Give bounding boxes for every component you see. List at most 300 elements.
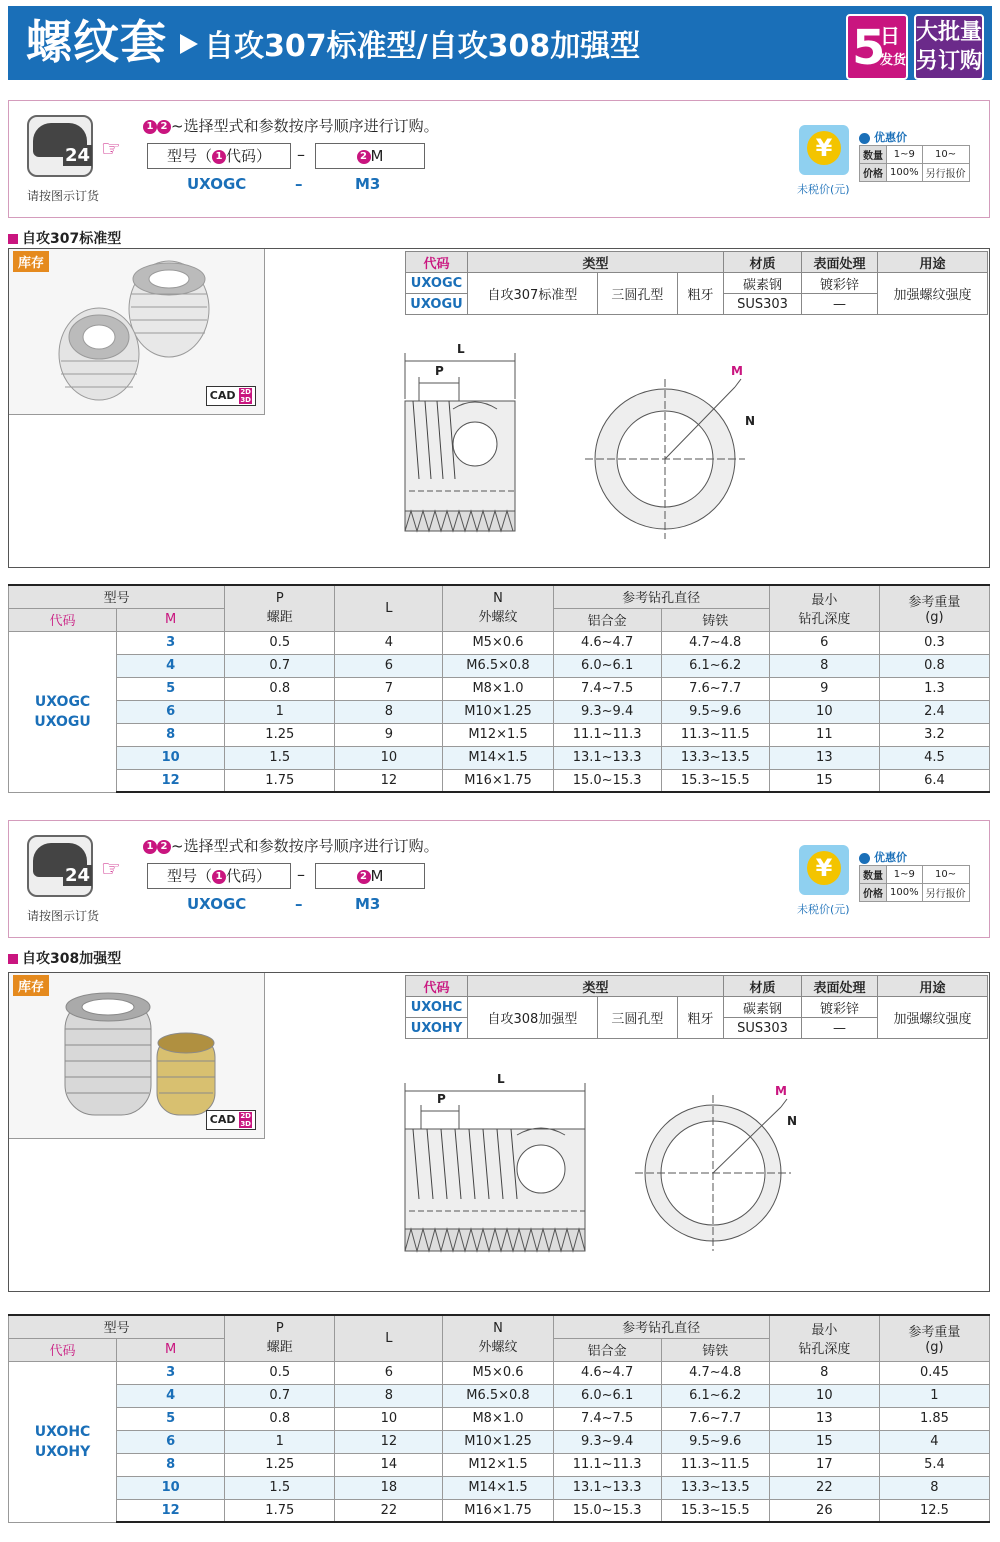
spec-header: 代码 xyxy=(406,976,468,997)
table-cell: 3 xyxy=(117,631,225,654)
table-row xyxy=(9,1499,990,1522)
spec-material: SUS303 xyxy=(724,294,802,315)
order-dash: – xyxy=(297,145,305,164)
table-cell: M12×1.5 xyxy=(443,1453,553,1476)
price-title xyxy=(859,849,907,865)
col-header-n xyxy=(443,585,553,631)
table-cell: 12 xyxy=(117,1499,225,1522)
price-title-text: 优惠价 xyxy=(874,131,907,144)
instruction-text: ~选择型式和参数按序号顺序进行订购。 xyxy=(171,117,439,135)
col-header-depth xyxy=(769,585,879,631)
table-cell: M6.5×0.8 xyxy=(443,1384,553,1407)
cad-2d: 2D xyxy=(240,1112,251,1120)
table-cell: M5×0.6 xyxy=(443,1361,553,1384)
table-cell: 4.5 xyxy=(879,746,989,769)
table-cell: 9.3~9.4 xyxy=(553,700,661,723)
table-cell: M16×1.75 xyxy=(443,1499,553,1522)
order-instruction xyxy=(143,835,439,857)
table-cell: 7.4~7.5 xyxy=(553,677,661,700)
col-header-p2: 螺距 xyxy=(266,1340,293,1356)
step-dot-2: 2 xyxy=(157,120,171,134)
phone-24-icon: 24 xyxy=(27,115,93,177)
table-row xyxy=(9,723,990,746)
table-cell: 8 xyxy=(335,700,443,723)
stock-badge: 库存 xyxy=(13,251,49,272)
col-header-n1: N xyxy=(493,1321,503,1337)
table-cell: M16×1.75 xyxy=(443,769,553,792)
spec-finish: 镀彩锌 xyxy=(802,997,878,1018)
example-dash: – xyxy=(295,175,303,193)
table-row xyxy=(9,1430,990,1453)
col-header-depth1: 最小 xyxy=(811,1323,838,1339)
phone-label: 请按图示订货 xyxy=(27,909,100,923)
spec-header: 类型 xyxy=(468,976,724,997)
table-cell: 6.1~6.2 xyxy=(661,1384,769,1407)
box2-dot: 2 xyxy=(357,870,371,884)
dim-label-N: N xyxy=(745,414,756,428)
phone-24-icon: 24 xyxy=(27,835,93,897)
table-cell: 12 xyxy=(335,1430,443,1453)
box1-dot: 1 xyxy=(212,870,226,884)
page-subtitle: 自攻307标准型/自攻308加强型 xyxy=(204,29,641,64)
cad-download-button[interactable] xyxy=(206,1110,256,1130)
price-title xyxy=(859,129,907,145)
table-cell: 3 xyxy=(117,1361,225,1384)
table-cell: 7.4~7.5 xyxy=(553,1407,661,1430)
table-cell: 10 xyxy=(117,1476,225,1499)
spec-code: UXOGC xyxy=(406,273,468,294)
step-dot-1: 1 xyxy=(143,840,157,854)
box1-pre: 型号（ xyxy=(166,147,212,165)
table-cell: M8×1.0 xyxy=(443,677,553,700)
table-cell: M6.5×0.8 xyxy=(443,654,553,677)
pointing-hand-icon: ☞ xyxy=(101,137,121,162)
table-cell: 1 xyxy=(879,1384,989,1407)
col-header-depth xyxy=(769,1315,879,1361)
col-header-al: 铝合金 xyxy=(553,608,661,631)
table-cell: 6.0~6.1 xyxy=(553,1384,661,1407)
size-table-308 xyxy=(8,1314,990,1523)
five-day-shipping-badge xyxy=(846,14,908,80)
table-cell: 18 xyxy=(335,1476,443,1499)
table-cell: 1 xyxy=(225,1430,335,1453)
table-cell: 6.4 xyxy=(879,769,989,792)
price-cell: 1~9 xyxy=(887,146,923,164)
spec-finish: 镀彩锌 xyxy=(802,273,878,294)
table-cell: 0.5 xyxy=(225,631,335,654)
spec-header: 材质 xyxy=(724,252,802,273)
col-header-depth2: 钻孔深度 xyxy=(798,612,851,628)
table-cell: 11.3~11.5 xyxy=(661,1453,769,1476)
price-cell: 价格 xyxy=(860,164,887,182)
order-instruction xyxy=(143,115,439,137)
table-row xyxy=(9,1361,990,1384)
table-row xyxy=(9,677,990,700)
yen-label: 未税价(元) xyxy=(797,903,850,916)
col-header-l: L xyxy=(335,1315,443,1361)
table-cell: 9.5~9.6 xyxy=(661,700,769,723)
table-cell: 4 xyxy=(117,654,225,677)
pointing-hand-icon: ☞ xyxy=(101,857,121,882)
spec-header: 代码 xyxy=(406,252,468,273)
yen-label: 未税价(元) xyxy=(797,183,850,196)
table-cell: 5 xyxy=(117,677,225,700)
dim-label-P: P xyxy=(437,1092,446,1106)
table-cell: 4.6~4.7 xyxy=(553,1361,661,1384)
cad-label: CAD xyxy=(209,1113,236,1126)
yen-price-icon xyxy=(799,845,849,895)
table-cell: 10 xyxy=(769,1384,879,1407)
dim-label-P: P xyxy=(435,364,444,378)
spec-header: 材质 xyxy=(724,976,802,997)
cad-3d: 3D xyxy=(240,1120,251,1128)
cad-2d: 2D xyxy=(240,388,251,396)
section-label-307 xyxy=(8,228,121,248)
table-cell: 1.3 xyxy=(879,677,989,700)
table-cell: 6 xyxy=(769,631,879,654)
table-cell: 1.25 xyxy=(225,1453,335,1476)
price-table xyxy=(859,865,970,902)
table-cell: 0.8 xyxy=(225,677,335,700)
size-table-307-body xyxy=(9,631,990,792)
table-cell: 0.45 xyxy=(879,1361,989,1384)
spec-usage: 加强螺纹强度 xyxy=(878,273,988,315)
table-cell: 7.6~7.7 xyxy=(661,1407,769,1430)
col-header-code: 代码 xyxy=(9,1338,117,1361)
table-row xyxy=(9,700,990,723)
col-header-model: 型号 xyxy=(9,585,225,608)
technical-drawing-307 xyxy=(389,339,789,559)
table-cell: 26 xyxy=(769,1499,879,1522)
col-header-p xyxy=(225,1315,335,1361)
table-cell: M12×1.5 xyxy=(443,723,553,746)
box1-dot: 1 xyxy=(212,150,226,164)
example-code: UXOGC xyxy=(187,175,247,193)
price-cell: 100% xyxy=(887,884,923,902)
table-cell: 10 xyxy=(335,1407,443,1430)
col-header-n2: 外螺纹 xyxy=(478,610,518,626)
table-cell: 12 xyxy=(117,769,225,792)
table-cell: 17 xyxy=(769,1453,879,1476)
price-cell: 10~ xyxy=(922,866,969,884)
table-cell: 15 xyxy=(769,769,879,792)
table-cell: 9 xyxy=(335,723,443,746)
table-cell: M14×1.5 xyxy=(443,1476,553,1499)
table-row xyxy=(9,1407,990,1430)
spec-code: UXOGU xyxy=(406,294,468,315)
table-cell: 12 xyxy=(335,769,443,792)
table-row xyxy=(9,1476,990,1499)
table-cell: 13.3~13.5 xyxy=(661,1476,769,1499)
spec-type: 自攻307标准型 xyxy=(468,273,598,315)
section-label-text: 自攻307标准型 xyxy=(22,231,122,247)
badge-days-char: 日 xyxy=(880,24,900,48)
table-cell: 4 xyxy=(117,1384,225,1407)
badge-bulk-line2: 另订购 xyxy=(916,49,983,74)
badge-days-sub: 发货 xyxy=(880,53,907,68)
box1-post: 代码） xyxy=(226,867,272,885)
product-photo xyxy=(9,249,265,415)
table-cell: M10×1.25 xyxy=(443,1430,553,1453)
table-cell: 13.3~13.5 xyxy=(661,746,769,769)
col-header-p xyxy=(225,585,335,631)
spec-header: 表面处理 xyxy=(802,252,878,273)
box2-dot: 2 xyxy=(357,150,371,164)
table-row xyxy=(9,631,990,654)
spec-type: 三圆孔型 xyxy=(597,273,677,315)
table-cell: 4.7~4.8 xyxy=(661,1361,769,1384)
product-photo xyxy=(9,973,265,1139)
table-cell: 0.8 xyxy=(225,1407,335,1430)
price-cell: 1~9 xyxy=(887,866,923,884)
table-cell: 0.5 xyxy=(225,1361,335,1384)
col-header-weight1: 参考重量 xyxy=(908,595,961,611)
box1-post: 代码） xyxy=(226,147,272,165)
table-cell: 10 xyxy=(335,746,443,769)
spec-type: 粗牙 xyxy=(677,997,723,1039)
spec-finish: — xyxy=(802,1018,878,1039)
spec-type: 三圆孔型 xyxy=(597,997,677,1039)
table-cell: 6 xyxy=(335,1361,443,1384)
cad-3d: 3D xyxy=(240,396,251,404)
table-row xyxy=(9,1453,990,1476)
table-cell: 1.75 xyxy=(225,1499,335,1522)
table-cell: 15.3~15.5 xyxy=(661,1499,769,1522)
size-table-308-body xyxy=(9,1361,990,1522)
table-cell: 14 xyxy=(335,1453,443,1476)
table-cell: 9.3~9.4 xyxy=(553,1430,661,1453)
box2-post: M xyxy=(370,867,384,885)
table-cell: 0.8 xyxy=(879,654,989,677)
table-cell: 3.2 xyxy=(879,723,989,746)
table-cell: M14×1.5 xyxy=(443,746,553,769)
example-dash: – xyxy=(295,895,303,913)
table-cell: 8 xyxy=(335,1384,443,1407)
col-header-depth2: 钻孔深度 xyxy=(798,1342,851,1358)
table-cell: 8 xyxy=(879,1476,989,1499)
table-cell: 15.0~15.3 xyxy=(553,769,661,792)
col-header-n2: 外螺纹 xyxy=(478,1340,518,1356)
table-cell: 0.7 xyxy=(225,654,335,677)
phone-label: 请按图示订货 xyxy=(27,189,100,203)
table-cell: 6 xyxy=(117,700,225,723)
table-cell: 8 xyxy=(117,723,225,746)
table-cell: 9 xyxy=(769,677,879,700)
product-frame-308 xyxy=(8,972,990,1292)
table-cell: 15.3~15.5 xyxy=(661,769,769,792)
spec-header: 表面处理 xyxy=(802,976,878,997)
table-row xyxy=(9,1384,990,1407)
table-cell: 1.5 xyxy=(225,1476,335,1499)
page-header xyxy=(8,6,992,80)
table-cell: 6 xyxy=(335,654,443,677)
table-row xyxy=(9,654,990,677)
row-code: UXOHY xyxy=(34,1443,91,1460)
table-cell: 0.3 xyxy=(879,631,989,654)
col-header-p1: P xyxy=(275,591,284,607)
table-cell: 8 xyxy=(117,1453,225,1476)
table-cell: 1.75 xyxy=(225,769,335,792)
col-header-model: 型号 xyxy=(9,1315,225,1338)
section-label-308 xyxy=(8,948,121,968)
step-dot-1: 1 xyxy=(143,120,157,134)
step-dot-2: 2 xyxy=(157,840,171,854)
col-header-weight2: (g) xyxy=(925,1340,944,1356)
row-code: UXOGU xyxy=(34,713,91,730)
spec-type: 自攻308加强型 xyxy=(468,997,598,1039)
section-label-text: 自攻308加强型 xyxy=(22,951,122,967)
page-title: 螺纹套 xyxy=(26,15,167,69)
table-cell: 1.25 xyxy=(225,723,335,746)
table-cell: 1.5 xyxy=(225,746,335,769)
table-cell: 22 xyxy=(769,1476,879,1499)
table-cell: 6.0~6.1 xyxy=(553,654,661,677)
col-header-weight2: (g) xyxy=(925,610,944,626)
col-header-code: 代码 xyxy=(9,608,117,631)
cad-download-button[interactable] xyxy=(206,386,256,406)
size-table-307 xyxy=(8,584,990,793)
spec-header: 类型 xyxy=(468,252,724,273)
cad-label: CAD xyxy=(209,389,236,402)
col-header-weight1: 参考重量 xyxy=(908,1325,961,1341)
price-cell: 10~ xyxy=(922,146,969,164)
row-code-cell xyxy=(9,1361,117,1522)
spec-header: 用途 xyxy=(878,252,988,273)
col-header-cast: 铸铁 xyxy=(661,1338,769,1361)
table-cell: 10 xyxy=(769,700,879,723)
triangle-arrow-icon xyxy=(180,34,198,54)
dim-label-M: M xyxy=(731,364,743,378)
spec-material: 碳素钢 xyxy=(724,997,802,1018)
table-cell: M8×1.0 xyxy=(443,1407,553,1430)
table-row xyxy=(9,769,990,792)
table-cell: 10 xyxy=(117,746,225,769)
spec-finish: — xyxy=(802,294,878,315)
price-table xyxy=(859,145,970,182)
instruction-text: ~选择型式和参数按序号顺序进行订购。 xyxy=(171,837,439,855)
table-cell: 8 xyxy=(769,654,879,677)
spec-type: 粗牙 xyxy=(677,273,723,315)
table-row xyxy=(9,746,990,769)
table-cell: 11.1~11.3 xyxy=(553,1453,661,1476)
spec-usage: 加强螺纹强度 xyxy=(878,997,988,1039)
table-cell: 15.0~15.3 xyxy=(553,1499,661,1522)
table-cell: 12.5 xyxy=(879,1499,989,1522)
spec-material: 碳素钢 xyxy=(724,273,802,294)
table-cell: 7.6~7.7 xyxy=(661,677,769,700)
table-cell: 11.1~11.3 xyxy=(553,723,661,746)
table-cell: 22 xyxy=(335,1499,443,1522)
price-cell: 价格 xyxy=(860,884,887,902)
m-size-box xyxy=(315,863,425,889)
table-cell: 11.3~11.5 xyxy=(661,723,769,746)
table-cell: 11 xyxy=(769,723,879,746)
col-header-p2: 螺距 xyxy=(266,610,293,626)
table-cell: 6.1~6.2 xyxy=(661,654,769,677)
yen-price-icon xyxy=(799,125,849,175)
row-code: UXOHC xyxy=(34,1423,91,1440)
col-header-m: M xyxy=(117,1338,225,1361)
model-code-box xyxy=(147,863,291,889)
table-cell: 5 xyxy=(117,1407,225,1430)
dim-label-L: L xyxy=(457,342,465,356)
table-cell: 4 xyxy=(335,631,443,654)
model-code-box xyxy=(147,143,291,169)
m-size-box xyxy=(315,143,425,169)
price-cell: 数量 xyxy=(860,146,887,164)
box2-post: M xyxy=(370,147,384,165)
example-m: M3 xyxy=(355,895,381,913)
col-header-depth1: 最小 xyxy=(811,593,838,609)
cad-2d3d-icon xyxy=(239,388,252,404)
order-panel-1 xyxy=(8,100,990,218)
col-header-n1: N xyxy=(493,591,503,607)
col-header-p1: P xyxy=(275,1321,284,1337)
yen-symbol: ¥ xyxy=(807,851,841,885)
example-code: UXOGC xyxy=(187,895,247,913)
table-cell: 9.5~9.6 xyxy=(661,1430,769,1453)
stock-badge: 库存 xyxy=(13,975,49,996)
box1-pre: 型号（ xyxy=(166,867,212,885)
spec-code: UXOHC xyxy=(406,997,468,1018)
price-cell: 100% xyxy=(887,164,923,182)
dim-label-L: L xyxy=(497,1072,505,1086)
table-cell: 8 xyxy=(769,1361,879,1384)
price-title-text: 优惠价 xyxy=(874,851,907,864)
row-code: UXOGC xyxy=(34,693,91,710)
table-cell: 13.1~13.3 xyxy=(553,1476,661,1499)
table-cell: 13 xyxy=(769,1407,879,1430)
technical-drawing-308 xyxy=(389,1069,809,1283)
table-cell: 4 xyxy=(879,1430,989,1453)
table-cell: M5×0.6 xyxy=(443,631,553,654)
bulk-order-badge xyxy=(914,14,984,80)
col-header-cast: 铸铁 xyxy=(661,608,769,631)
spec-material: SUS303 xyxy=(724,1018,802,1039)
col-header-al: 铝合金 xyxy=(553,1338,661,1361)
table-cell: 4.7~4.8 xyxy=(661,631,769,654)
order-dash: – xyxy=(297,865,305,884)
col-header-weight xyxy=(879,585,989,631)
table-cell: 2.4 xyxy=(879,700,989,723)
spec-table-308 xyxy=(405,975,988,1039)
col-header-m: M xyxy=(117,608,225,631)
table-cell: 7 xyxy=(335,677,443,700)
col-header-weight xyxy=(879,1315,989,1361)
spec-code: UXOHY xyxy=(406,1018,468,1039)
badge-bulk-line1: 大批量 xyxy=(916,20,983,45)
cad-2d3d-icon xyxy=(239,1112,252,1128)
col-header-drill: 参考钻孔直径 xyxy=(553,1315,769,1338)
table-cell: 4.6~4.7 xyxy=(553,631,661,654)
table-cell: 13 xyxy=(769,746,879,769)
badge-days-number: 5 xyxy=(852,20,886,76)
table-cell: 0.7 xyxy=(225,1384,335,1407)
table-cell: M10×1.25 xyxy=(443,700,553,723)
price-cell: 数量 xyxy=(860,866,887,884)
col-header-drill: 参考钻孔直径 xyxy=(553,585,769,608)
dim-label-N: N xyxy=(787,1114,798,1128)
table-cell: 13.1~13.3 xyxy=(553,746,661,769)
spec-table-307 xyxy=(405,251,988,315)
row-code-cell xyxy=(9,631,117,792)
col-header-n xyxy=(443,1315,553,1361)
price-cell: 另行报价 xyxy=(922,884,969,902)
table-cell: 6 xyxy=(117,1430,225,1453)
price-cell: 另行报价 xyxy=(922,164,969,182)
dim-label-M: M xyxy=(775,1084,787,1098)
example-m: M3 xyxy=(355,175,381,193)
